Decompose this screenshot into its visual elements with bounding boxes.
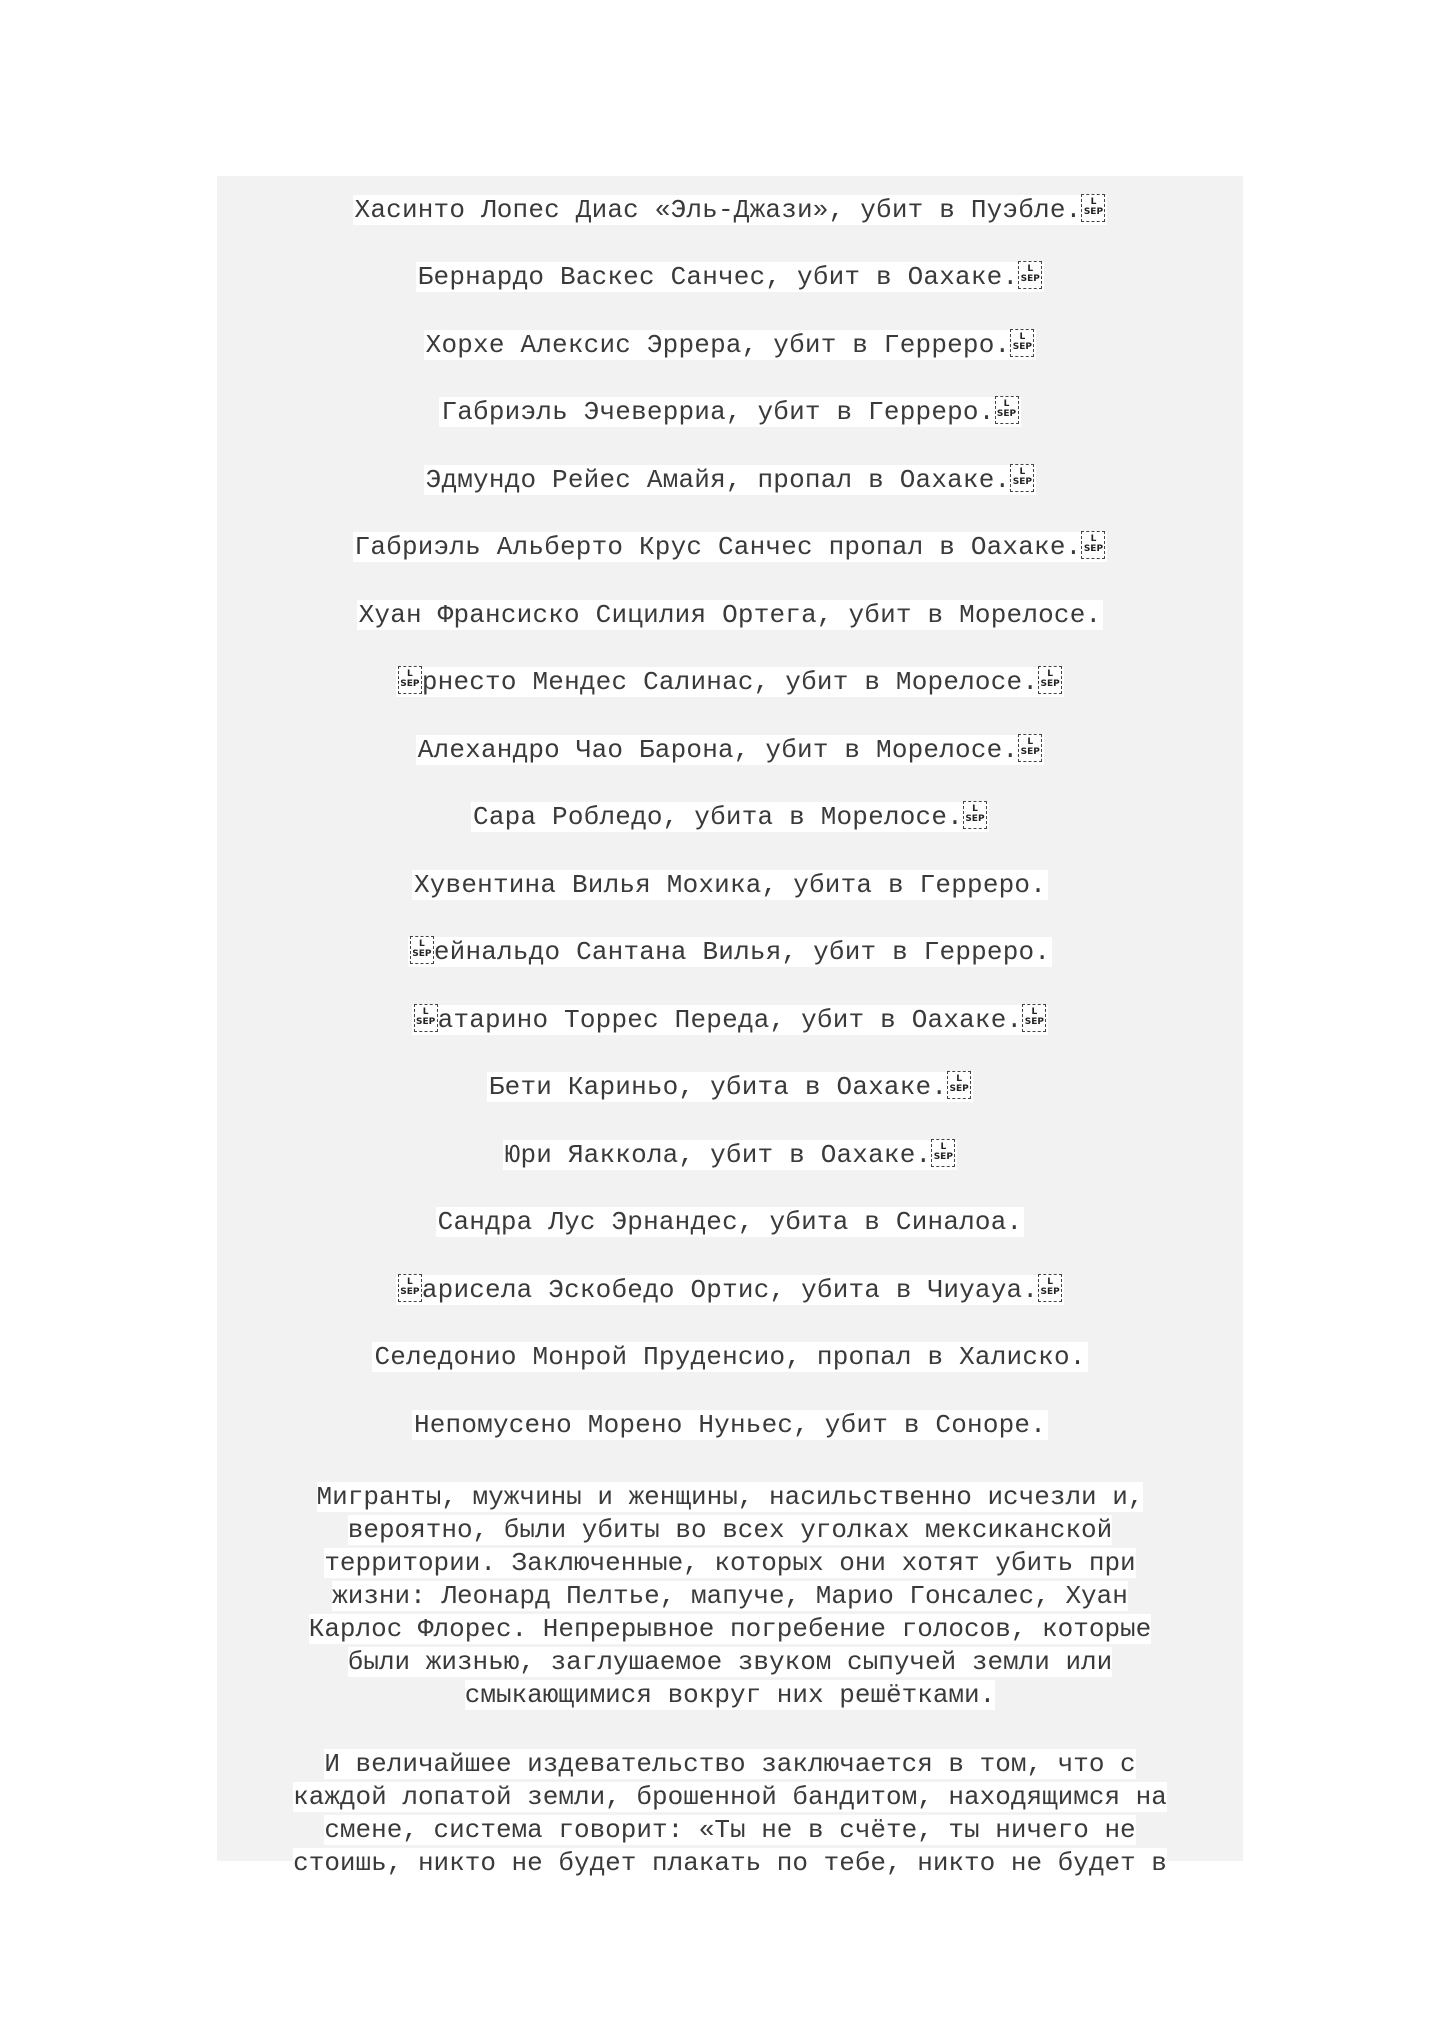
line-separator-icon: L SEP: [995, 396, 1019, 424]
list-item-label: Юри Яаккола, убит в Оахаке.: [504, 1139, 932, 1170]
paragraph-line: жизни: Леонард Пелтье, мапуче, Марио Гонсалес, Хуан: [332, 1580, 1128, 1611]
list-item-text: [416, 735, 1045, 765]
line-separator-icon: L SEP: [1038, 1274, 1062, 1302]
list-item-label: Хасинто Лопес Диас «Эль-Джази», убит в Пуэбле.: [354, 194, 1082, 225]
paragraph-line: вероятно, были убиты во всех уголках мексиканской: [347, 1514, 1113, 1545]
list-item: [217, 514, 1243, 582]
list-item-text: [412, 870, 1048, 900]
line-separator-icon: L SEP: [1081, 194, 1105, 222]
list-item: [217, 1121, 1243, 1189]
list-item-text: [424, 465, 1037, 495]
list-item-text: [396, 667, 1064, 697]
list-item: [217, 649, 1243, 717]
list-item-label: Хуан Франсиско Сицилия Ортега, убит в Морелосе.: [358, 599, 1102, 630]
list-item-label: ейнальдо Сантана Вилья, убит в Герреро.: [433, 937, 1051, 968]
list-item-text: [471, 802, 989, 832]
line-separator-icon: L SEP: [398, 1274, 422, 1302]
paragraph-line: территории. Заключенные, которых они хотят убить при: [324, 1547, 1136, 1578]
list-item-text: [412, 1410, 1048, 1440]
list-item-label: Хорхе Алексис Эррера, убит в Герреро.: [425, 329, 1011, 360]
list-item: [217, 1054, 1243, 1122]
list-item: [217, 1256, 1243, 1324]
paragraph-mockery: [220, 1748, 1240, 1880]
document-content: [217, 176, 1243, 1880]
paragraph-line: смыкающимися вокруг них решётками.: [464, 1679, 996, 1710]
list-item: [217, 311, 1243, 379]
line-separator-icon: L SEP: [1018, 261, 1042, 289]
list-item: [217, 446, 1243, 514]
line-separator-icon: L SEP: [410, 936, 434, 964]
list-item-text: [353, 532, 1108, 562]
list-item-text: [357, 600, 1104, 630]
line-separator-icon: L SEP: [947, 1071, 971, 1099]
list-item: [217, 379, 1243, 447]
list-item: [217, 986, 1243, 1054]
list-item: [217, 581, 1243, 649]
list-item-label: Сандра Лус Эрнандес, убита в Синалоа.: [437, 1207, 1023, 1238]
list-item: [217, 716, 1243, 784]
line-separator-icon: L SEP: [398, 666, 422, 694]
list-item-text: [412, 1005, 1049, 1035]
list-item-text: [353, 195, 1108, 225]
list-item-label: рнесто Мендес Салинас, убит в Морелосе.: [421, 667, 1039, 698]
list-item: [217, 919, 1243, 987]
paragraph-line: стоишь, никто не будет плакать по тебе, никто не будет в: [293, 1847, 1167, 1878]
list-item: [217, 244, 1243, 312]
list-item-text: [487, 1072, 973, 1102]
list-item: [217, 176, 1243, 244]
paragraph-line: Мигранты, мужчины и женщины, насильственно исчезли и,: [316, 1481, 1144, 1512]
list-item: [217, 851, 1243, 919]
paragraph-line: смене, система говорит: «Ты не в счёте, ты ничего не: [324, 1814, 1136, 1845]
paragraph-migrants: [230, 1481, 1230, 1712]
list-item-label: Бети Кариньо, убита в Оахаке.: [488, 1072, 948, 1103]
list-item-label: арисела Эскобедо Ортис, убита в Чиуауа.: [421, 1274, 1039, 1305]
line-separator-icon: L SEP: [1038, 666, 1062, 694]
paragraph-line: И величайшее издевательство заключается в том, что с: [324, 1748, 1136, 1779]
list-item: [217, 1391, 1243, 1459]
paragraph-line: Карлос Флорес. Непрерывное погребение голосов, которые: [308, 1613, 1152, 1644]
list-item-label: Бернардо Васкес Санчес, убит в Оахаке.: [417, 262, 1019, 293]
list-item-label: Эдмундо Рейес Амайя, пропал в Оахаке.: [425, 464, 1011, 495]
list-item-text: [396, 1275, 1064, 1305]
list-item-text: [372, 1342, 1087, 1372]
line-separator-icon: L SEP: [1081, 531, 1105, 559]
list-item: [217, 1324, 1243, 1392]
list-item-label: Габриэль Альберто Крус Санчес пропал в Оахаке.: [354, 532, 1082, 563]
list-item-label: Селедонио Монрой Пруденсио, пропал в Халиско.: [374, 1342, 1086, 1373]
paragraph-line: были жизнью, заглушаемое звуком сыпучей земли или: [347, 1646, 1113, 1677]
list-item-text: [424, 330, 1037, 360]
list-item-label: Сара Робледо, убита в Морелосе.: [473, 802, 963, 833]
line-separator-icon: L SEP: [963, 801, 987, 829]
list-item-text: [436, 1207, 1025, 1237]
list-item-text: [503, 1140, 958, 1170]
list-item-label: Габриэль Эчеверриа, убит в Герреро.: [441, 397, 995, 428]
line-separator-icon: L SEP: [1010, 329, 1034, 357]
list-item-label: Алехандро Чао Барона, убит в Морелосе.: [417, 734, 1019, 765]
list-item-text: [416, 262, 1045, 292]
list-item-label: Хувентина Вилья Мохика, убита в Герреро.: [413, 869, 1047, 900]
list-item-text: [439, 397, 1020, 427]
line-separator-icon: L SEP: [1018, 734, 1042, 762]
list-item-text: [408, 937, 1052, 967]
line-separator-icon: L SEP: [414, 1004, 438, 1032]
list-item-label: атарино Торрес Переда, убит в Оахаке.: [437, 1004, 1023, 1035]
list-item: [217, 1189, 1243, 1257]
line-separator-icon: L SEP: [1010, 464, 1034, 492]
line-separator-icon: L SEP: [931, 1139, 955, 1167]
list-item: [217, 784, 1243, 852]
paragraph-line: каждой лопатой земли, брошенной бандитом, находящимся на: [293, 1781, 1167, 1812]
line-separator-icon: L SEP: [1022, 1004, 1046, 1032]
victim-list: [217, 176, 1243, 1459]
list-item-label: Непомусено Морено Нуньес, убит в Соноре.: [413, 1409, 1047, 1440]
